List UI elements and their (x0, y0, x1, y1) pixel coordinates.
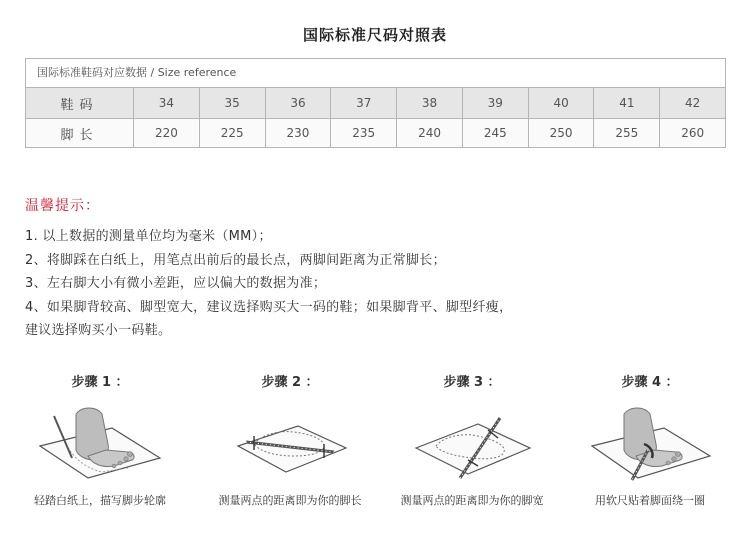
size-table (25, 58, 726, 148)
table-cell: 41 (593, 88, 659, 118)
measure-length-icon (220, 394, 360, 484)
table-cell: 39 (462, 88, 528, 118)
table-cell: 38 (396, 88, 462, 118)
size-table-caption: 国际标准鞋码对应数据 / Size reference (26, 59, 725, 88)
step-1 (10, 372, 190, 507)
table-cell: 42 (659, 88, 725, 118)
table-cell: 40 (528, 88, 594, 118)
table-cell: 220 (133, 119, 199, 147)
step-caption: 测量两点的距离即为你的脚宽 (400, 494, 544, 507)
table-cell: 34 (133, 88, 199, 118)
table-cell: 36 (265, 88, 331, 118)
table-cell: 235 (330, 119, 396, 147)
table-cell: 35 (199, 88, 265, 118)
size-row-shoe-size (26, 88, 725, 118)
step-2 (200, 372, 380, 507)
measurement-steps (0, 372, 750, 522)
tip-line: 1. 以上数据的测量单位均为毫米（MM）； (25, 229, 272, 244)
table-cell: 245 (462, 119, 528, 147)
row-label-shoe-size: 鞋码 (60, 97, 99, 113)
table-cell: 255 (593, 119, 659, 147)
tip-line: 4、如果脚背较高、脚型宽大，建议选择购买大一码的鞋；如果脚背平、脚型纤瘦， (25, 299, 513, 315)
table-cell: 230 (265, 119, 331, 147)
tape-around-foot-icon (580, 394, 720, 484)
step-caption: 用软尺贴着脚面绕一圈 (595, 494, 705, 507)
tip-line: 建议选择购买小一码鞋。 (25, 323, 172, 338)
tips-list (25, 225, 725, 343)
tip-line: 2、将脚踩在白纸上，用笔点出前后的最长点，两脚间距离为正常脚长； (25, 252, 446, 268)
row-label-foot-length: 脚长 (60, 127, 99, 143)
tip-line: 3、左右脚大小有微小差距，应以偏大的数据为准； (25, 276, 327, 291)
size-row-foot-length (26, 118, 725, 147)
foot-on-paper-icon (30, 394, 170, 484)
tips-title: 温馨提示： (25, 198, 100, 214)
step-3 (382, 372, 562, 507)
step-title: 步骤 3 ： (443, 375, 501, 390)
table-cell: 225 (199, 119, 265, 147)
table-cell: 250 (528, 119, 594, 147)
step-title: 步骤 1 ： (71, 375, 129, 390)
step-title: 步骤 2 ： (261, 375, 319, 390)
step-caption: 测量两点的距离即为你的脚长 (218, 494, 362, 507)
page-title: 国际标准尺码对照表 (302, 26, 447, 44)
measure-width-icon (402, 394, 542, 484)
step-title: 步骤 4 ： (621, 375, 679, 390)
step-caption: 轻踏白纸上，描写脚步轮廓 (34, 494, 166, 507)
table-cell: 37 (330, 88, 396, 118)
table-cell: 240 (396, 119, 462, 147)
step-4 (560, 372, 740, 507)
table-cell: 260 (659, 119, 725, 147)
